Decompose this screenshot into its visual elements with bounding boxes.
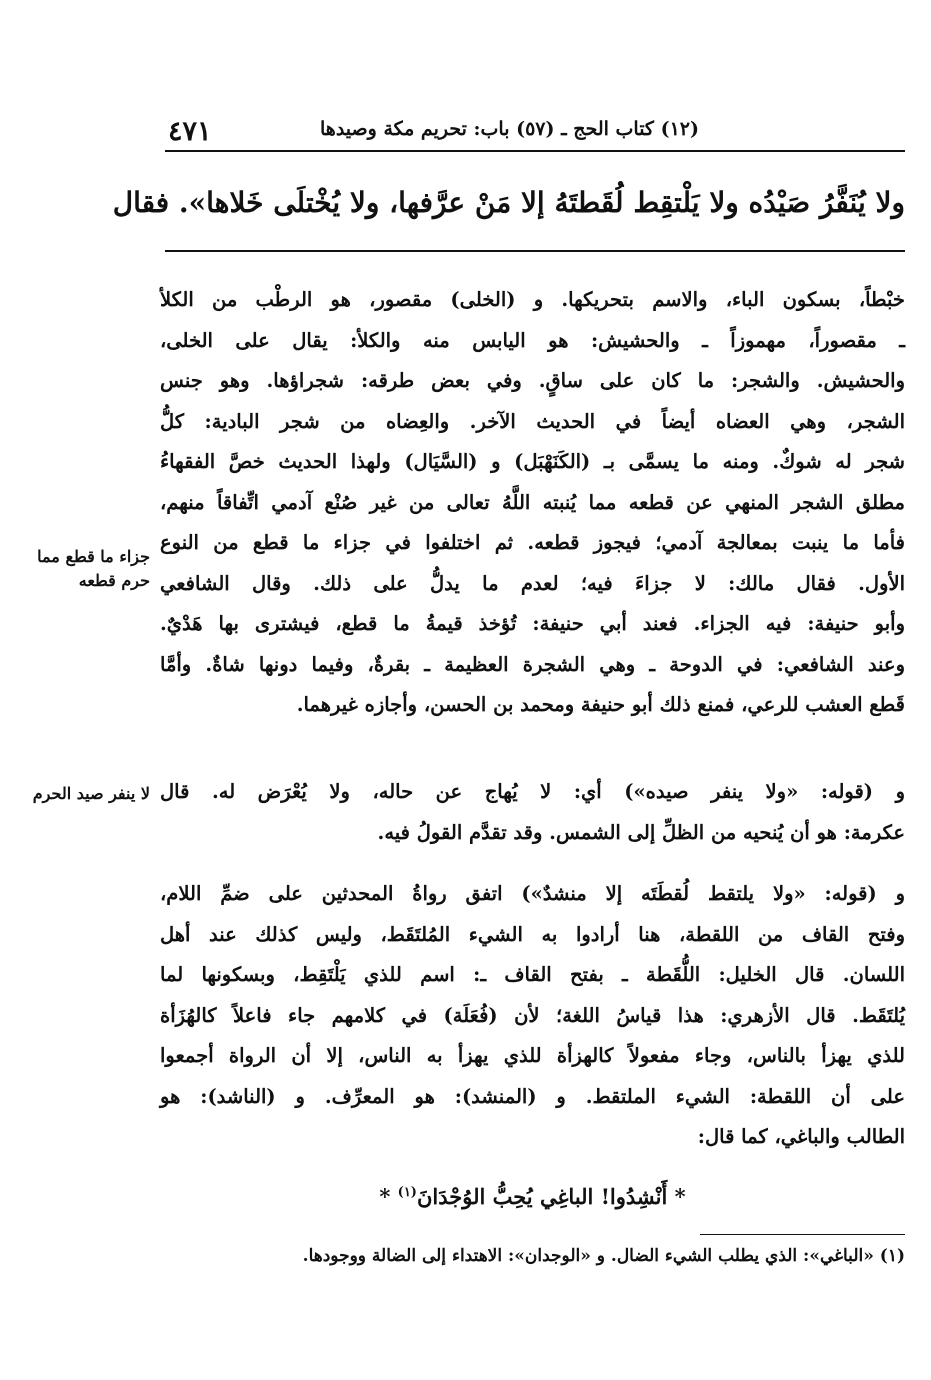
text-line: وعند الشافعي: في الدوحة ـ وهي الشجرة العظيمة ـ بقرةٌ، وفيما دونها شاةٌ. وأمَّا: [160, 652, 905, 676]
text-line: الشجر، وهي العضاه أيضاً في الحديث الآخر. والعِضاه من شجر البادية: كلُّ: [160, 409, 905, 433]
text-line: الأول. فقال مالك: لا جزاءَ فيه؛ لعدم ما يدلُّ على ذلك. وقال الشافعي: [160, 571, 905, 595]
text-line: اللسان. قال الخليل: اللُّقَطة ـ بفتح القاف ـ: اسم للذي يَلْتَقِط، وبسكونها لما: [160, 963, 905, 986]
text-line: الطالب والباغي، كما قال:: [697, 1125, 905, 1148]
commentary-paragraph-1: [160, 280, 905, 726]
commentary-paragraph-3: [160, 874, 905, 1158]
text-line: للذي يهزأ بالناس، وجاء مفعولاً كالهزأة للذي يهزأ به الناس، إلا أن الرواة أجمعوا: [160, 1044, 905, 1067]
text-line: و (قوله: «ولا يلتقط لُقطَتَه إلا منشدٌ») اتفق رواةُ المحدثين على ضمِّ اللام،: [160, 882, 905, 905]
text-line: عكرمة: هو أن يُنحيه من الظلِّ إلى الشمس. وقد تقدَّم القولُ فيه.: [377, 820, 905, 844]
text-line: ـ مقصوراً، مهموزاً ـ والحشيش: هو اليابس منه والكلأ: يقال على الخلى،: [160, 328, 905, 352]
text-line: وأبو حنيفة: فيه الجزاء. فعند أبي حنيفة: تُؤخذ قيمةُ ما قطع، فيشترى بها هَدْيٌ.: [160, 612, 905, 635]
text-line: فأما ما ينبت بمعالجة آدمي؛ فيجوز قطعه. ثم اختلفوا في جزاء ما قطع من النوع: [160, 531, 905, 554]
header-rule: [165, 150, 905, 152]
text-line: قَطع العشب للرعي، فمنع ذلك أبو حنيفة ومحمد بن الحسن، وأجازه غيرهما.: [296, 693, 905, 716]
poetry-verse: [160, 1184, 905, 1209]
running-header: (١٢) كتاب الحج ـ (٥٧) باب: تحريم مكة وصيدها: [320, 118, 699, 140]
footnote-rule: [700, 1234, 905, 1235]
footnote-reference[interactable]: (١): [397, 1185, 417, 1200]
text-line: وفتح القاف من اللقطة، هنا أرادوا به الشيء المُلتَقَط، وليس كذلك عند أهل: [160, 922, 905, 946]
text-line: شجر له شوكٌ. ومنه ما يسمَّى بـ (الكَنَهْبَل) و (السَّيَال) ولهذا الحديث خصَّ الفقهاءُ: [160, 450, 905, 473]
hadith-text-line: ولا يُنَفَّرُ صَيْدُه ولا يَلْتقِط لُقَطتَهُ إلا مَنْ عرَّفها، ولا يُخْتلَى خَلاها». فقال: [112, 186, 905, 219]
text-line: خبْطاً، بسكون الباء، والاسم بتحريكها. و (الخلى) مقصور، هو الرطْب من الكلأ: [160, 288, 905, 311]
text-line: يُلتَقَط. قال الأزهري: هذا قياسُ اللغة؛ لأن (فُعَلَة) في كلامهم جاء فاعلاً كالهُزَأة: [160, 1003, 905, 1027]
text-line: مطلق الشجر المنهي عن قطعه مما يُنبته اللَّهُ تعالى من غير صُنْع آدمي اتِّفاقاً منهم،: [160, 490, 905, 514]
side-note-game: لا ينفر صيد الحرم: [32, 784, 150, 803]
footnote-text: (١) «الباغي»: الذي يطلب الشيء الضال. و «الوجدان»: الاهتداء إلى الضالة ووجودها.: [302, 1246, 905, 1266]
side-note-penalty: جزاء ما قطع مما حرم قطعه: [37, 547, 150, 590]
text-line: على أن اللقطة: الشيء الملتقط. و (المنشد): هو المعرِّف. و (الناشد): هو: [160, 1084, 905, 1108]
commentary-paragraph-2: [160, 772, 905, 853]
verse-text: أَنْشِدُوا! الباغِي يُحِبُّ الوُجْدَانَ: [416, 1184, 668, 1209]
text-line: و (قوله: «ولا ينفر صيده») أي: لا يُهاج عن حاله، ولا يُعْرَض له. قال: [160, 780, 905, 803]
page-number: ٤٧١: [168, 116, 212, 147]
verse-star: *: [379, 1184, 391, 1209]
text-line: والحشيش. والشجر: ما كان على ساقٍ. وفي بعض طرقه: شجراؤها. وهو جنس: [160, 369, 905, 392]
hadith-separator-rule: [165, 250, 905, 252]
verse-star: *: [674, 1184, 686, 1209]
